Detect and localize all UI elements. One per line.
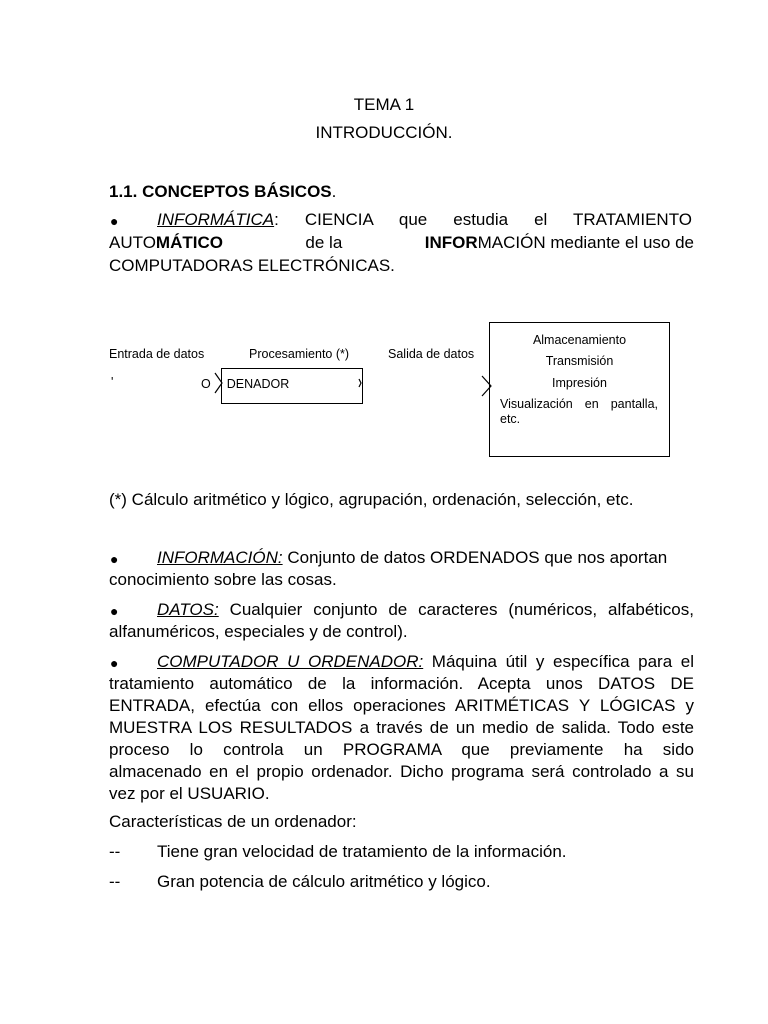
caracteristica-item: Tiene gran velocidad de tratamiento de la información. (157, 842, 567, 861)
bullet-icon: ● (110, 603, 119, 619)
computador-last-line: vez por el USUARIO. (109, 784, 270, 803)
section-heading-text: 1.1. CONCEPTOS BÁSICOS (109, 182, 332, 201)
caracteristicas-intro: Características de un ordenador: (109, 812, 357, 831)
datos-term: DATOS: (157, 600, 219, 619)
input-label: Entrada de datos (109, 347, 205, 361)
caracteristica-item: Gran potencia de cálculo aritmético y lógico. (157, 872, 491, 891)
output-item-transmision: Transmisión (545, 354, 614, 368)
bullet-icon: ● (110, 213, 119, 229)
output-label: Salida de datos (388, 347, 475, 361)
datos-line1-text: Cualquier conjunto de caracteres (numéricos, alfabéticos, (229, 600, 694, 619)
section-heading (109, 181, 336, 204)
output-item-impresion: Impresión (552, 376, 607, 390)
datos-line2: alfanuméricos, especiales y de control). (109, 622, 408, 641)
computador-line: tratamiento automático de la información. Acepta unos DATOS DE (109, 674, 694, 693)
computador-line: ENTRADA, efectúa con ellos operaciones ARITMÉTICAS Y LÓGICAS y (109, 696, 694, 715)
computador-line: MUESTRA LOS RESULTADOS a través de un medio de salida. Todo este (109, 718, 694, 737)
informatica-line3: COMPUTADORAS ELECTRÓNICAS. (109, 256, 395, 275)
informatica-line2 (109, 232, 694, 255)
informatica-line1-text: CIENCIA que estudia el TRATAMIENTO (304, 210, 692, 229)
informatica-de-la: de la (305, 233, 343, 252)
computador-term: COMPUTADOR U ORDENADOR: (157, 652, 424, 671)
output-item-visualizacion: Visualización en pantalla, (500, 397, 658, 411)
informacion-line2: conocimiento sobre las cosas. (109, 570, 337, 589)
computador-line: almacenado en el propio ordenador. Dicho programa será controlado a su (109, 762, 694, 781)
tick-mark: ' (111, 375, 114, 389)
informatica-auto: AUTOMÁTICO (109, 233, 223, 252)
computador-line1-text: Máquina útil y específica para el (431, 652, 694, 671)
output-item-almacenamiento: Almacenamiento (532, 333, 627, 347)
computador-line1 (157, 651, 694, 674)
dash-marker: -- (109, 872, 121, 891)
process-label: Procesamiento (*) (249, 347, 350, 361)
footnote: (*) Cálculo aritmético y lógico, agrupación, ordenación, selección, etc. (109, 490, 634, 509)
informacion-line1-text: Conjunto de datos ORDENADOS que nos aportan (287, 548, 668, 567)
informacion-line1 (157, 547, 667, 570)
informatica-sep: : (274, 210, 279, 229)
page-subtitle: INTRODUCCIÓN. (315, 123, 453, 142)
dash-marker: -- (109, 842, 121, 861)
bullet-icon: ● (110, 551, 119, 567)
informatica-informacion: INFORMACIÓN mediante el uso de (424, 233, 694, 252)
output-item-etc: etc. (500, 412, 521, 426)
computador-line: proceso lo controla un PROGRAMA que previamente ha sido (109, 740, 694, 759)
section-heading-period: . (331, 182, 337, 201)
informacion-term: INFORMACIÓN: (157, 548, 283, 567)
informatica-line1 (157, 209, 692, 232)
page-title: TEMA 1 (353, 95, 415, 114)
datos-line1 (157, 599, 694, 622)
informatica-term: INFORMÁTICA (157, 210, 275, 229)
bullet-icon: ● (110, 655, 119, 671)
ordenador-box-text: O DENADOR (201, 377, 290, 391)
